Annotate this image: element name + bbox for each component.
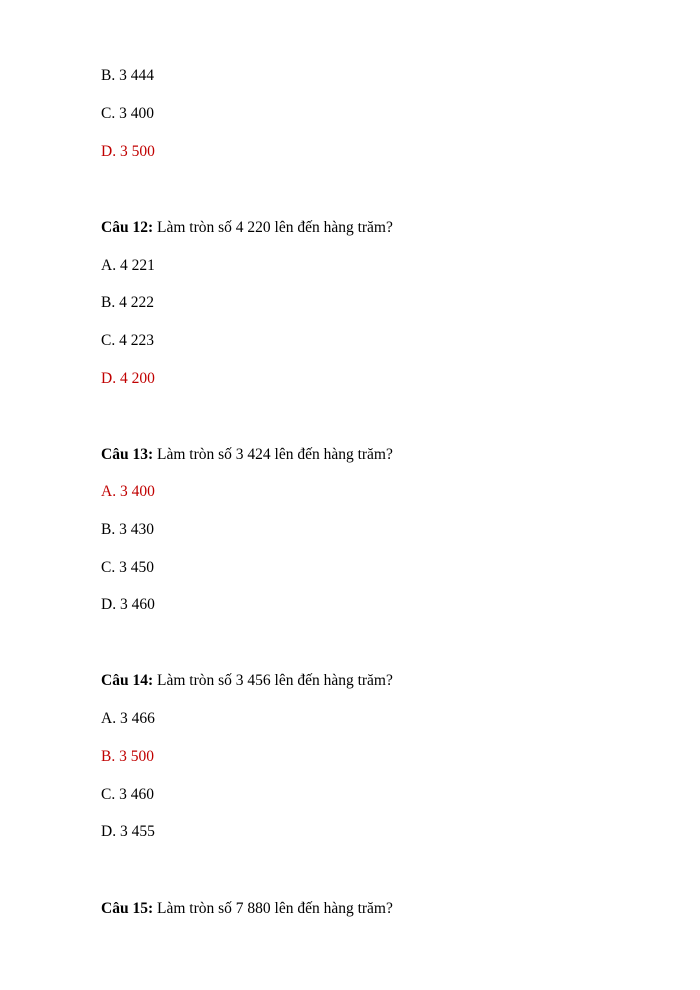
option-q12-c: C. 4 223: [101, 332, 154, 349]
question-13: [101, 446, 393, 464]
option-q13-a-correct: A. 3 400: [101, 483, 155, 500]
question-14-label: Câu 14:: [101, 672, 154, 689]
question-14: [101, 672, 393, 690]
option-q13-d: D. 3 460: [101, 596, 155, 613]
option-q11-c: C. 3 400: [101, 105, 154, 122]
question-13-text: Làm tròn số 3 424 lên đến hàng trăm?: [153, 446, 393, 463]
option-q14-d: D. 3 455: [101, 823, 155, 840]
question-13-label: Câu 13:: [101, 446, 154, 463]
question-12: [101, 219, 393, 237]
question-12-label: Câu 12:: [101, 219, 154, 236]
option-q11-d-correct: D. 3 500: [101, 143, 155, 160]
option-q13-c: C. 3 450: [101, 559, 154, 576]
option-q12-a: A. 4 221: [101, 257, 155, 274]
question-15: [101, 900, 393, 918]
option-q13-b: B. 3 430: [101, 521, 154, 538]
question-12-text: Làm tròn số 4 220 lên đến hàng trăm?: [153, 219, 393, 236]
option-q14-b-correct: B. 3 500: [101, 748, 154, 765]
option-q12-b: B. 4 222: [101, 294, 154, 311]
question-15-label: Câu 15:: [101, 900, 154, 917]
option-q14-c: C. 3 460: [101, 786, 154, 803]
question-15-text: Làm tròn số 7 880 lên đến hàng trăm?: [153, 900, 393, 917]
question-14-text: Làm tròn số 3 456 lên đến hàng trăm?: [153, 672, 393, 689]
option-q12-d-correct: D. 4 200: [101, 370, 155, 387]
option-q14-a: A. 3 466: [101, 710, 155, 727]
option-q11-b: B. 3 444: [101, 67, 154, 84]
